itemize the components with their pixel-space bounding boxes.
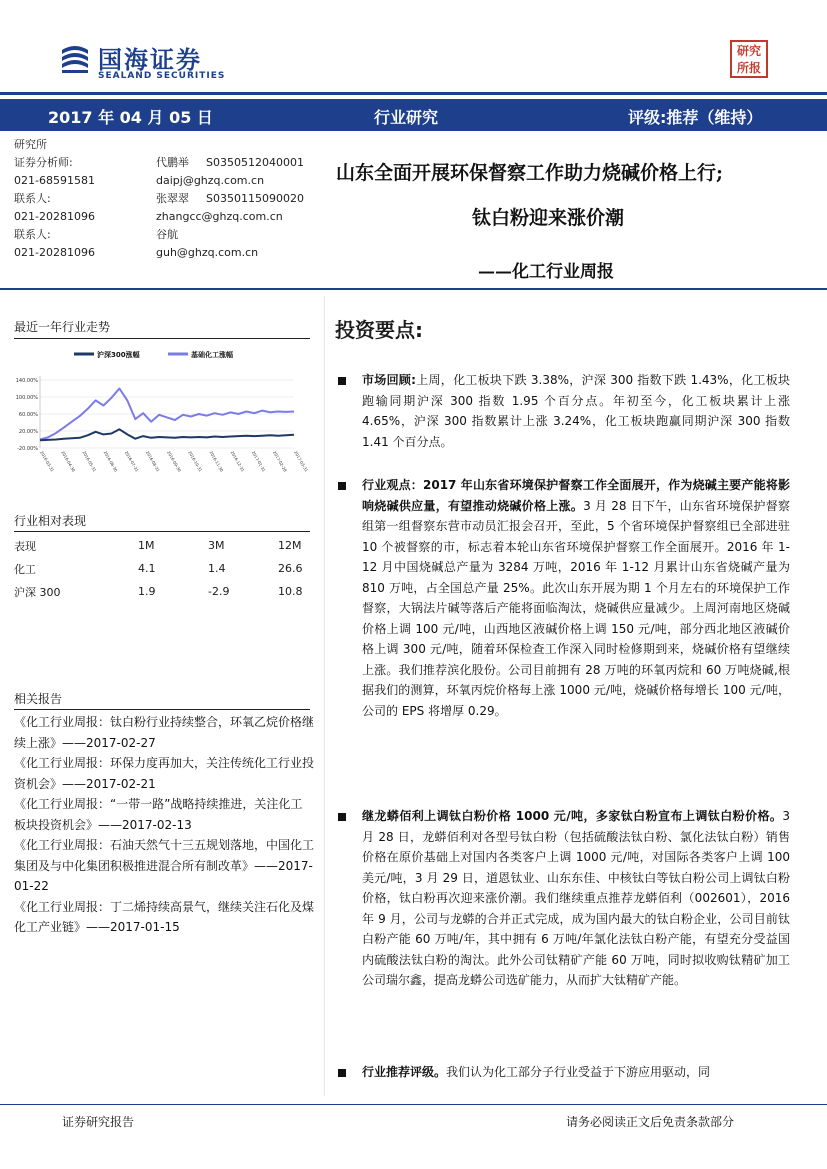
legend-label: 基础化工涨幅 <box>191 351 233 359</box>
table-header-cell: 3M <box>208 539 225 552</box>
contact-role: 联系人: <box>14 228 51 241</box>
brand-name-en: SEALAND SECURITIES <box>98 71 226 81</box>
point-lead: 市场回顾: <box>362 373 416 387</box>
table-cell: 10.8 <box>278 585 303 598</box>
point-text: 3 月 28 日下午，山东省环境保护督察组第一组督察东营市动员汇报会召开，至此，5 个省环境保护督察组已全部进驻 10 个被督察的市，标志着本轮山东省环境保护督察工作全面展开。2016 年 1-12 月中国烧碱总产量为 3284 万吨，2016 年 1-12 月累计山东省烧碱产量为 810 万吨，占全国总产量 25%。此次山东开展为期 1 个月左右的环境保护工作督察，大锅法片碱等落后产能将面临淘汰，烧碱供应量减少。上周河南地区烧碱价格上调 100 元/吨，山西地区液碱价格上调 150 元/吨，部分西北地区液碱价格上调 300 元/吨，随着环保检查工作深入同时检修期到来，烧碱价格有望继续上涨。我们推荐滨化股份。公司目前拥有 28 万吨的环氧丙烷和 60 万吨烧碱,根据我们的测算，环氧丙烷价格每上涨 1000 元/吨，烧碱价格每增长 100 元/吨，公司的 EPS 将增厚 0.29。 <box>362 498 790 718</box>
contact-name: 谷航 <box>156 228 178 241</box>
x-tick-label: 2016-06-30 <box>102 450 119 473</box>
related-rule <box>14 709 310 710</box>
related-report-link[interactable]: 《化工行业周报：钛白粉行业持续整合，环氧乙烷价格继续上涨》——2017-02-27 <box>14 715 315 750</box>
table-cell: 沪深 300 <box>14 585 61 599</box>
report-category: 行业研究 <box>374 108 439 127</box>
investment-points-heading: 投资要点: <box>335 318 423 342</box>
point-lead: 继龙蟒佰利上调钛白粉价格 1000 元/吨，多家钛白粉宣布上调钛白粉价格。 <box>362 809 783 823</box>
contact-email[interactable]: guh@ghzq.com.cn <box>156 246 259 259</box>
point-text: 上周，化工板块下跌 3.38%，沪深 300 指数下跌 1.43%，化工板块跑输同期沪深 300 指数 1.95 个百分点。年初至今，化工板块累计上涨 4.65%，沪深 300 指数累计上涨 3.24%，化工板块跑赢同期沪深 300 指数 1.41 个百分点。 <box>362 373 790 449</box>
y-tick-label: 20.00% <box>18 429 38 435</box>
contact-phone: 021-20281096 <box>14 246 95 259</box>
table-cell: -2.9 <box>208 585 230 598</box>
table-row <box>14 557 310 580</box>
x-tick-label: 2016-03-31 <box>39 450 56 473</box>
contact-name: 张翠翠 <box>156 192 189 205</box>
contact-role: 联系人: <box>14 192 51 205</box>
x-tick-label: 2016-05-31 <box>81 450 98 473</box>
bullet-icon <box>338 1069 346 1077</box>
sealand-logo-icon <box>60 44 90 74</box>
header-rule <box>0 92 827 95</box>
brand-name-cn: 国海证券 <box>98 46 202 74</box>
x-tick-label: 2016-11-30 <box>208 450 225 473</box>
column-divider <box>324 296 325 1096</box>
analyst-role: 证券分析师: <box>14 156 73 169</box>
table-cell: 1.4 <box>208 562 226 575</box>
point-lead: 行业推荐评级。 <box>362 1065 447 1079</box>
related-report-link[interactable]: 《化工行业周报：丁二烯持续高景气，继续关注石化及煤化工产业链》——2017-01-15 <box>14 899 315 934</box>
trend-chart <box>14 344 310 484</box>
analyst-name: 代鹏举 <box>156 156 189 169</box>
analyst-code: S0350512040001 <box>206 156 304 169</box>
y-tick-label: 60.00% <box>18 412 38 418</box>
report-title-line1: 山东全面开展环保督察工作助力烧碱价格上行; <box>336 162 724 184</box>
x-tick-label: 2017-02-28 <box>271 450 288 473</box>
table-row <box>14 534 310 557</box>
title-rule <box>0 288 827 290</box>
trend-rule <box>14 338 310 339</box>
contact-code: S0350115090020 <box>206 192 304 205</box>
related-report-link[interactable]: 《化工行业周报：石油天然气十三五规划落地，中国化工集团及与中化集团积极推进混合所有制改革》——2017-01-22 <box>14 838 315 893</box>
x-tick-label: 2017-03-31 <box>293 450 310 473</box>
related-heading: 相关报告 <box>14 692 63 706</box>
x-tick-label: 2016-07-31 <box>123 450 140 473</box>
y-tick-label: -20.00% <box>17 446 38 452</box>
bullet-icon <box>338 482 346 490</box>
x-tick-label: 2016-10-31 <box>187 450 204 473</box>
table-cell: 化工 <box>14 562 36 576</box>
y-tick-label: 100.00% <box>15 395 38 401</box>
report-date: 2017 年 04 月 05 日 <box>48 108 213 127</box>
header-band <box>0 99 827 131</box>
trend-heading: 最近一年行业走势 <box>14 320 111 334</box>
table-row <box>14 580 310 603</box>
institute-seal: 研究 所报 <box>730 40 768 78</box>
point-text: 3 月 28 日，龙蟒佰利对各型号钛白粉（包括硫酸法钛白粉、氯化法钛白粉）销售价格在原价基础上对国内各类客户上调 1000 元/吨，对国际各类客户上调 100 美元/吨，3 月 29 日，道恩钛业、山东东佳、中核钛白等钛白粉公司上调钛白粉价格，钛白粉再次迎来涨价潮。我们继续重点推荐龙蟒佰利（002601），2016 年 9 月，公司与龙蟒的合并正式完成，成为国内最大的钛白粉企业，公司目前钛白粉产能 60 万吨/年，其中拥有 6 万吨/年氯化法钛白粉产能，有望充分受益国内硫酸法钛白粉的淘汰。此外公司钛精矿产能 60 万吨，同时拟收购钛精矿加工公司瑞尔鑫，提高龙蟒公司选矿能力，从而扩大钛精矿产能。 <box>362 809 790 987</box>
point-industry-view <box>362 475 790 721</box>
table-header-cell: 表现 <box>14 539 36 553</box>
x-tick-label: 2017-01-31 <box>250 450 267 473</box>
analyst-phone: 021-68591581 <box>14 174 95 187</box>
table-cell: 1.9 <box>138 585 156 598</box>
bullet-icon <box>338 813 346 821</box>
related-report-link[interactable]: 《化工行业周报：“一带一路”战略持续推进，关注化工板块投资机会》——2017-02-13 <box>14 797 303 832</box>
contact-phone: 021-20281096 <box>14 210 95 223</box>
institute-label: 研究所 <box>14 138 47 151</box>
table-header-cell: 12M <box>278 539 302 552</box>
bullet-icon <box>338 377 346 385</box>
related-list <box>14 712 314 938</box>
x-tick-label: 2016-12-31 <box>229 450 246 473</box>
x-tick-label: 2016-09-30 <box>166 450 183 473</box>
performance-table <box>14 534 310 603</box>
performance-heading: 行业相对表现 <box>14 514 87 528</box>
footer-left: 证券研究报告 <box>62 1115 135 1129</box>
point-lead: 行业观点：2017 年山东省环境保护督察工作全面展开，作为烧碱主要产能将影响烧碱供应量，有望推动烧碱价格上涨。 <box>362 478 790 513</box>
performance-rule <box>14 531 310 532</box>
footer-rule <box>0 1104 827 1105</box>
x-tick-label: 2016-04-30 <box>60 450 77 473</box>
table-header-cell: 1M <box>138 539 155 552</box>
table-cell: 4.1 <box>138 562 156 575</box>
y-tick-label: 140.00% <box>15 378 38 384</box>
x-tick-label: 2016-08-31 <box>144 450 161 473</box>
analyst-email[interactable]: daipj@ghzq.com.cn <box>156 174 265 187</box>
point-titanium-dioxide <box>362 806 790 991</box>
report-title-line2: 钛白粉迎来涨价潮 <box>472 207 625 229</box>
table-cell: 26.6 <box>278 562 303 575</box>
point-text: 我们认为化工部分子行业受益于下游应用驱动，同 <box>446 1065 711 1079</box>
report-rating: 评级:推荐（维持） <box>628 108 763 127</box>
point-rating <box>362 1062 790 1083</box>
point-market-review <box>362 370 790 452</box>
report-subtitle: ——化工行业周报 <box>478 262 614 282</box>
contact-email[interactable]: zhangcc@ghzq.com.cn <box>156 210 283 223</box>
legend-label: 沪深300涨幅 <box>97 351 140 359</box>
footer-right: 请务必阅读正文后免责条款部分 <box>566 1115 735 1129</box>
related-report-link[interactable]: 《化工行业周报：环保力度再加大，关注传统化工行业投资机会》——2017-02-21 <box>14 756 315 791</box>
